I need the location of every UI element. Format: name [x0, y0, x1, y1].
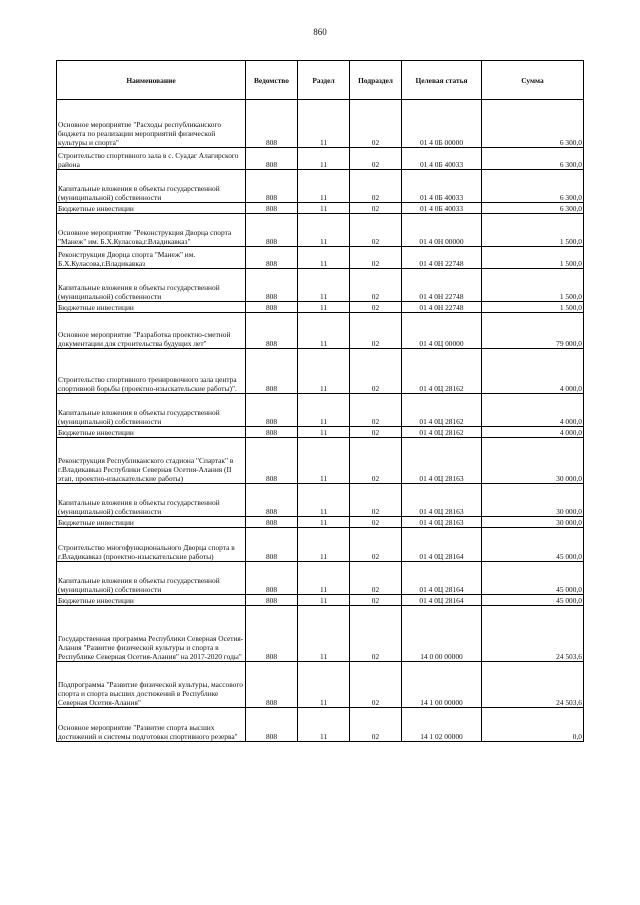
- cell-section: 11: [298, 203, 350, 214]
- cell-amount: 1 500,0: [482, 214, 584, 247]
- header-subsection: Подраздел: [350, 61, 402, 100]
- cell-section: 11: [298, 484, 350, 517]
- cell-amount: 79 000,0: [482, 313, 584, 349]
- cell-target-article: 01 4 0Ц 28163: [402, 517, 482, 528]
- cell-subsection: 02: [350, 100, 402, 148]
- cell-amount: 4 000,0: [482, 427, 584, 438]
- cell-name: Бюджетные инвестиции: [57, 302, 246, 313]
- cell-department: 808: [246, 484, 298, 517]
- cell-target-article: 01 4 0Ц 28162: [402, 349, 482, 394]
- cell-target-article: 01 4 0Ц 28163: [402, 438, 482, 484]
- cell-amount: 1 500,0: [482, 247, 584, 269]
- cell-name: Строительство спортивного тренировочного зала центра спортивной борьбы (проектно-изыскательские работы)".: [57, 349, 246, 394]
- table-row: [57, 662, 584, 708]
- cell-department: 808: [246, 517, 298, 528]
- cell-subsection: 02: [350, 349, 402, 394]
- cell-name: Строительство многофункционального Дворца спорта в г.Владикавказ (проектно-изыскательские работы): [57, 528, 246, 562]
- table-body: [57, 100, 584, 742]
- cell-target-article: 01 4 0Б 00000: [402, 100, 482, 148]
- cell-amount: 45 000,0: [482, 562, 584, 595]
- cell-department: 808: [246, 438, 298, 484]
- cell-name: Государственная программа Республики Северная Осетия-Алания "Развитие физической культуры и спорта в Республике Северная Осетия-Алания" на 2017-2020 годы": [57, 606, 246, 662]
- table-row: [57, 562, 584, 595]
- cell-amount: 1 500,0: [482, 269, 584, 302]
- cell-name: Основное мероприятие "Реконструкция Дворца спорта "Манеж" им. Б.Х.Куласова,г.Владикавказ": [57, 214, 246, 247]
- table-row: [57, 528, 584, 562]
- cell-name: Капитальные вложения в объекты государственной (муниципальной) собственности: [57, 269, 246, 302]
- cell-department: 808: [246, 349, 298, 394]
- cell-target-article: 01 4 0Ц 28162: [402, 427, 482, 438]
- table-row: [57, 484, 584, 517]
- cell-name: Реконструкция Дворца спорта "Манеж" им. Б.Х.Куласова,г.Владикавказ: [57, 247, 246, 269]
- cell-amount: 30 000,0: [482, 517, 584, 528]
- cell-target-article: 01 4 0Ц 28164: [402, 595, 482, 606]
- cell-department: 808: [246, 528, 298, 562]
- cell-section: 11: [298, 606, 350, 662]
- table-row: [57, 427, 584, 438]
- table-row: [57, 214, 584, 247]
- table-row: [57, 203, 584, 214]
- cell-name: Бюджетные инвестиции: [57, 517, 246, 528]
- cell-subsection: 02: [350, 517, 402, 528]
- cell-department: 808: [246, 203, 298, 214]
- cell-section: 11: [298, 100, 350, 148]
- cell-name: Бюджетные инвестиции: [57, 595, 246, 606]
- cell-department: 808: [246, 562, 298, 595]
- cell-target-article: 01 4 0Ц 28162: [402, 394, 482, 427]
- cell-section: 11: [298, 708, 350, 742]
- cell-department: 808: [246, 214, 298, 247]
- table-row: [57, 606, 584, 662]
- cell-subsection: 02: [350, 214, 402, 247]
- cell-department: 808: [246, 394, 298, 427]
- cell-subsection: 02: [350, 562, 402, 595]
- table-row: [57, 269, 584, 302]
- cell-target-article: 01 4 0Ц 00000: [402, 313, 482, 349]
- cell-target-article: 01 4 0Ц 28164: [402, 528, 482, 562]
- cell-amount: 6 300,0: [482, 148, 584, 170]
- cell-department: 808: [246, 302, 298, 313]
- cell-subsection: 02: [350, 170, 402, 203]
- header-amount: Сумма: [482, 61, 584, 100]
- header-name: Наименование: [57, 61, 246, 100]
- cell-subsection: 02: [350, 247, 402, 269]
- cell-name: Капитальные вложения в объекты государственной (муниципальной) собственности: [57, 562, 246, 595]
- cell-subsection: 02: [350, 269, 402, 302]
- table-row: [57, 438, 584, 484]
- cell-section: 11: [298, 349, 350, 394]
- cell-department: 808: [246, 269, 298, 302]
- cell-subsection: 02: [350, 148, 402, 170]
- cell-target-article: 01 4 0Ц 28164: [402, 562, 482, 595]
- cell-amount: 1 500,0: [482, 302, 584, 313]
- cell-subsection: 02: [350, 313, 402, 349]
- table-row: [57, 100, 584, 148]
- cell-name: Основное мероприятие "Развитие спорта высших достижений и системы подготовки спортивного резерва": [57, 708, 246, 742]
- cell-department: 808: [246, 170, 298, 203]
- cell-amount: 4 000,0: [482, 394, 584, 427]
- cell-section: 11: [298, 517, 350, 528]
- header-department: Ведомство: [246, 61, 298, 100]
- cell-target-article: 14 0 00 00000: [402, 606, 482, 662]
- cell-subsection: 02: [350, 484, 402, 517]
- table-row: [57, 148, 584, 170]
- cell-department: 808: [246, 148, 298, 170]
- cell-target-article: 01 4 0Б 40033: [402, 170, 482, 203]
- cell-section: 11: [298, 170, 350, 203]
- cell-department: 808: [246, 247, 298, 269]
- cell-amount: 30 000,0: [482, 438, 584, 484]
- cell-target-article: 01 4 0Н 22748: [402, 247, 482, 269]
- cell-amount: 30 000,0: [482, 484, 584, 517]
- cell-target-article: 01 4 0Н 22748: [402, 302, 482, 313]
- cell-name: Капитальные вложения в объекты государственной (муниципальной) собственности: [57, 394, 246, 427]
- cell-department: 808: [246, 427, 298, 438]
- table-row: [57, 247, 584, 269]
- cell-name: Капитальные вложения в объекты государственной (муниципальной) собственности: [57, 484, 246, 517]
- cell-section: 11: [298, 438, 350, 484]
- cell-amount: 0,0: [482, 708, 584, 742]
- cell-name: Основное мероприятие "Разработка проектно-сметной документации для строительства будущих лет": [57, 313, 246, 349]
- cell-amount: 24 503,6: [482, 606, 584, 662]
- cell-name: Основное мероприятие "Расходы республиканского бюджета по реализации мероприятий физической культуры и спорта": [57, 100, 246, 148]
- cell-target-article: 14 1 02 00000: [402, 708, 482, 742]
- cell-subsection: 02: [350, 528, 402, 562]
- cell-subsection: 02: [350, 662, 402, 708]
- cell-target-article: 01 4 0Н 22748: [402, 269, 482, 302]
- cell-target-article: 01 4 0Ц 28163: [402, 484, 482, 517]
- cell-section: 11: [298, 148, 350, 170]
- cell-department: 808: [246, 595, 298, 606]
- cell-name: Бюджетные инвестиции: [57, 203, 246, 214]
- cell-subsection: 02: [350, 203, 402, 214]
- table-row: [57, 708, 584, 742]
- cell-section: 11: [298, 269, 350, 302]
- table-row: [57, 595, 584, 606]
- header-section: Раздел: [298, 61, 350, 100]
- cell-section: 11: [298, 662, 350, 708]
- cell-name: Подпрограмма "Развитие физической культуры, массового спорта и спорта высших достижений в Республике Северная Осетия-Алания": [57, 662, 246, 708]
- cell-subsection: 02: [350, 394, 402, 427]
- cell-section: 11: [298, 427, 350, 438]
- cell-department: 808: [246, 662, 298, 708]
- cell-amount: 6 300,0: [482, 170, 584, 203]
- table-row: [57, 349, 584, 394]
- page-number: 860: [313, 27, 327, 37]
- cell-target-article: 14 1 00 00000: [402, 662, 482, 708]
- cell-section: 11: [298, 595, 350, 606]
- cell-amount: 4 000,0: [482, 349, 584, 394]
- cell-section: 11: [298, 214, 350, 247]
- cell-amount: 6 300,0: [482, 203, 584, 214]
- cell-amount: 45 000,0: [482, 528, 584, 562]
- cell-section: 11: [298, 302, 350, 313]
- cell-department: 808: [246, 606, 298, 662]
- cell-subsection: 02: [350, 438, 402, 484]
- cell-name: Реконструкция Республиканского стадиона "Спартак" в г.Владикавказ Республики Северная Осетия-Алания (II этап, проектно-изыскательские работы): [57, 438, 246, 484]
- table-row: [57, 170, 584, 203]
- cell-amount: 24 503,6: [482, 662, 584, 708]
- cell-department: 808: [246, 100, 298, 148]
- header-row: [57, 61, 584, 100]
- table-row: [57, 394, 584, 427]
- cell-target-article: 01 4 0Б 40033: [402, 148, 482, 170]
- cell-name: Бюджетные инвестиции: [57, 427, 246, 438]
- cell-department: 808: [246, 313, 298, 349]
- cell-subsection: 02: [350, 606, 402, 662]
- cell-amount: 45 000,0: [482, 595, 584, 606]
- table-row: [57, 313, 584, 349]
- budget-table: [56, 60, 584, 742]
- cell-target-article: 01 4 0Б 40033: [402, 203, 482, 214]
- cell-subsection: 02: [350, 595, 402, 606]
- cell-section: 11: [298, 562, 350, 595]
- cell-subsection: 02: [350, 427, 402, 438]
- cell-department: 808: [246, 708, 298, 742]
- cell-subsection: 02: [350, 708, 402, 742]
- cell-section: 11: [298, 313, 350, 349]
- cell-section: 11: [298, 394, 350, 427]
- table-row: [57, 302, 584, 313]
- cell-section: 11: [298, 247, 350, 269]
- table-row: [57, 517, 584, 528]
- header-target-article: Целевая статья: [402, 61, 482, 100]
- cell-section: 11: [298, 528, 350, 562]
- cell-amount: 6 300,0: [482, 100, 584, 148]
- cell-name: Капитальные вложения в объекты государственной (муниципальной) собственности: [57, 170, 246, 203]
- cell-subsection: 02: [350, 302, 402, 313]
- cell-target-article: 01 4 0Н 00000: [402, 214, 482, 247]
- cell-name: Строительство спортивного зала в с. Суадаг Алагирского района: [57, 148, 246, 170]
